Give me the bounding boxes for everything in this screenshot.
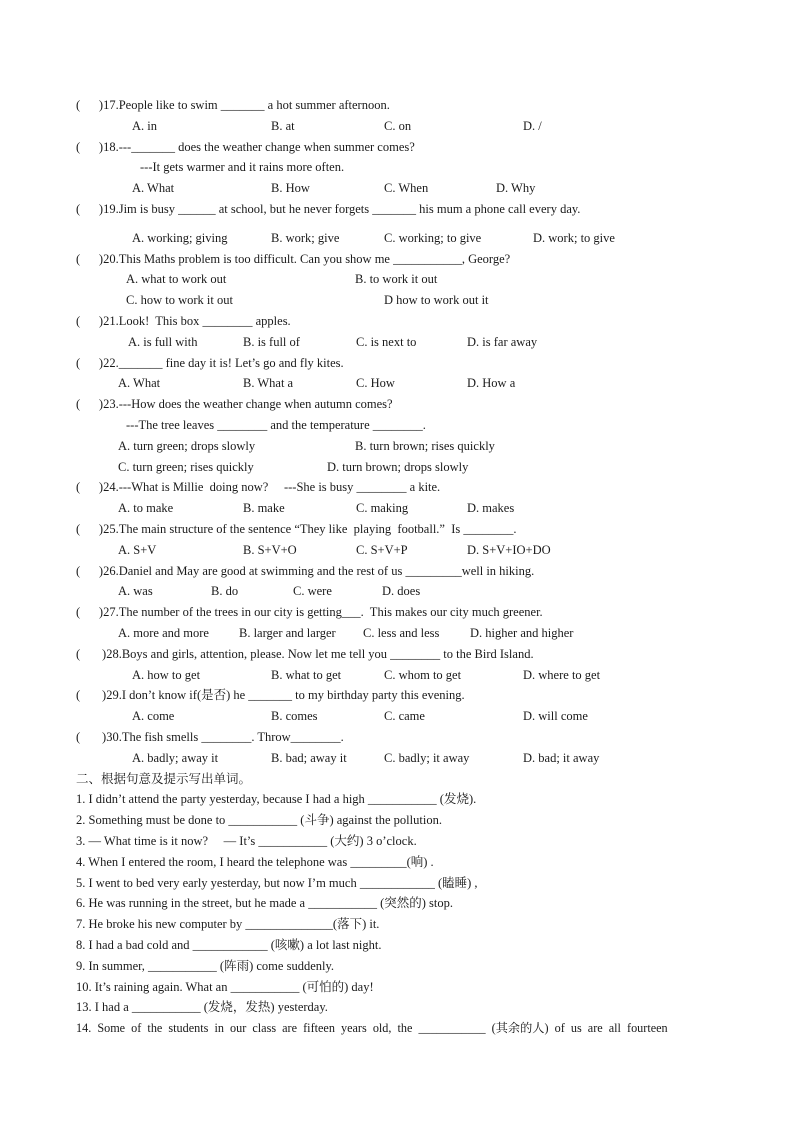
- question-text: ---What is Millie doing now? ---She is busy ________ a kite.: [118, 480, 441, 494]
- option-c: C. S+V+P: [356, 543, 408, 557]
- answer-paren[interactable]: ( ): [76, 98, 104, 112]
- option-c: C. less and less: [363, 626, 440, 640]
- fill-item: 6. He was running in the street, but he made a ___________ (突然的) stop.: [76, 896, 454, 910]
- option-b: B. what to get: [271, 668, 342, 682]
- option-c: C. When: [384, 181, 429, 195]
- option-d: D. turn brown; drops slowly: [327, 460, 469, 474]
- option-b: B. turn brown; rises quickly: [355, 439, 495, 453]
- option-b: B. work; give: [271, 231, 340, 245]
- option-a: A. turn green; drops slowly: [118, 439, 256, 453]
- answer-paren[interactable]: ( ): [76, 202, 104, 216]
- question-17: [76, 98, 390, 113]
- question-29: [76, 688, 465, 703]
- option-b: B. do: [211, 584, 239, 598]
- section-heading: 二、根据句意及提示写出单词。: [76, 771, 252, 786]
- option-d: D. does: [382, 584, 421, 598]
- option-d: D. Why: [496, 181, 536, 195]
- answer-paren[interactable]: ( ): [76, 730, 107, 744]
- question-28: [76, 647, 534, 662]
- option-a: A. is full with: [128, 335, 198, 349]
- option-c: C. making: [356, 501, 409, 515]
- question-number: 27.: [103, 605, 119, 619]
- question-30: [76, 730, 344, 745]
- fill-item: 13. I had a ___________ (发烧，发热) yesterday.: [76, 1000, 328, 1014]
- fill-item: 2. Something must be done to ___________ (斗争) against the pollution.: [76, 813, 442, 827]
- option-c: C. working; to give: [384, 231, 482, 245]
- option-d: D. /: [523, 119, 542, 133]
- option-b: B. to work it out: [355, 272, 438, 286]
- option-b: B. comes: [271, 709, 318, 723]
- question-number: 28.: [106, 647, 122, 661]
- option-b: B. at: [271, 119, 295, 133]
- question-text: This Maths problem is too difficult. Can you show me ___________, George?: [118, 252, 511, 266]
- question-25: [76, 522, 517, 537]
- answer-paren[interactable]: ( ): [76, 140, 104, 154]
- option-d: D. where to get: [523, 668, 601, 682]
- question-number: 26.: [103, 564, 119, 578]
- answer-paren[interactable]: ( ): [76, 480, 104, 494]
- answer-paren[interactable]: ( ): [76, 522, 104, 536]
- question-number: 25.: [103, 522, 119, 536]
- option-d: D. work; to give: [533, 231, 615, 245]
- option-a: A. to make: [118, 501, 174, 515]
- option-b: B. larger and larger: [239, 626, 336, 640]
- option-a: A. S+V: [118, 543, 157, 557]
- option-b: B. What a: [243, 376, 294, 390]
- option-c: C. turn green; rises quickly: [118, 460, 254, 474]
- question-number: 18.: [103, 140, 119, 154]
- question-text: Look! This box ________ apples.: [118, 314, 291, 328]
- option-b: B. How: [271, 181, 310, 195]
- question-22: [76, 356, 344, 371]
- option-d: D. bad; it away: [523, 751, 600, 765]
- question-text: ---How does the weather change when autumn comes?: [118, 397, 393, 411]
- question-text: ---_______ does the weather change when summer comes?: [118, 140, 415, 154]
- option-c: C. How: [356, 376, 395, 390]
- option-c: C. whom to get: [384, 668, 462, 682]
- question-23: [76, 397, 393, 412]
- option-c: C. were: [293, 584, 332, 598]
- fill-item: 5. I went to bed very early yesterday, but now I’m much ____________ (瞌睡) ,: [76, 876, 478, 890]
- option-a: A. how to get: [132, 668, 201, 682]
- answer-paren[interactable]: ( ): [76, 314, 104, 328]
- option-a: A. come: [132, 709, 175, 723]
- question-23-reply: ---The tree leaves ________ and the temperature ________.: [126, 418, 426, 432]
- question-19: [76, 202, 580, 217]
- question-21: [76, 314, 291, 329]
- option-c: C. badly; it away: [384, 751, 470, 765]
- fill-item: 4. When I entered the room, I heard the telephone was _________(响) .: [76, 855, 434, 869]
- question-27: [76, 605, 543, 620]
- answer-paren[interactable]: ( ): [76, 252, 104, 266]
- option-d: D. S+V+IO+DO: [467, 543, 551, 557]
- option-a: A. in: [132, 119, 157, 133]
- answer-paren[interactable]: ( ): [76, 605, 104, 619]
- question-text: The main structure of the sentence “They like playing football.” Is ________.: [118, 522, 517, 536]
- option-b: B. bad; away it: [271, 751, 347, 765]
- question-text: I don’t know if(是否) he _______ to my birthday party this evening.: [121, 688, 465, 702]
- question-number: 20.: [103, 252, 119, 266]
- option-a: A. more and more: [118, 626, 209, 640]
- question-18: [76, 140, 415, 155]
- answer-paren[interactable]: ( ): [76, 564, 104, 578]
- question-text: The fish smells ________. Throw________.: [121, 730, 344, 744]
- fill-item: 3. — What time is it now? — It’s ___________ (大约) 3 o’clock.: [76, 834, 417, 848]
- question-number: 30.: [106, 730, 122, 744]
- fill-item: 8. I had a bad cold and ____________ (咳嗽) a lot last night.: [76, 938, 382, 952]
- question-20: [76, 252, 510, 267]
- question-number: 21.: [103, 314, 119, 328]
- question-26: [76, 564, 534, 579]
- option-c: C. how to work it out: [126, 293, 233, 307]
- option-d: D. is far away: [467, 335, 538, 349]
- option-b: B. make: [243, 501, 285, 515]
- answer-paren[interactable]: ( ): [76, 397, 104, 411]
- question-number: 19.: [103, 202, 119, 216]
- question-24: [76, 480, 440, 495]
- question-text: Jim is busy ______ at school, but he never forgets _______ his mum a phone call every day.: [118, 202, 581, 216]
- question-number: 22.: [103, 356, 119, 370]
- option-a: A. What: [132, 181, 175, 195]
- fill-item: 7. He broke his new computer by ______________(落下) it.: [76, 917, 380, 931]
- option-c: C. is next to: [356, 335, 417, 349]
- option-d: D. will come: [523, 709, 588, 723]
- option-d: D. How a: [467, 376, 516, 390]
- answer-paren[interactable]: ( ): [76, 688, 107, 702]
- question-text: The number of the trees in our city is getting___. This makes our city much greener.: [118, 605, 543, 619]
- option-a: A. What: [118, 376, 161, 390]
- option-a: A. was: [118, 584, 153, 598]
- option-c: C. came: [384, 709, 425, 723]
- question-text: People like to swim _______ a hot summer afternoon.: [118, 98, 390, 112]
- fill-item: 14. Some of the students in our class are fifteen years old, the ___________ (其余的人) of us are all fourteen: [76, 1021, 668, 1035]
- option-b: B. is full of: [243, 335, 300, 349]
- option-b: B. S+V+O: [243, 543, 297, 557]
- question-number: 17.: [103, 98, 119, 112]
- option-d: D. makes: [467, 501, 515, 515]
- answer-paren[interactable]: ( ): [76, 647, 107, 661]
- fill-item: 9. In summer, ___________ (阵雨) come suddenly.: [76, 959, 335, 973]
- option-d: D how to work out it: [384, 293, 489, 307]
- question-18-reply: ---It gets warmer and it rains more often.: [140, 160, 345, 174]
- question-text: _______ fine day it is! Let’s go and fly kites.: [118, 356, 344, 370]
- fill-item: 1. I didn’t attend the party yesterday, because I had a high ___________ (发烧).: [76, 792, 477, 806]
- question-text: Daniel and May are good at swimming and the rest of us _________well in hiking.: [118, 564, 535, 578]
- option-c: C. on: [384, 119, 412, 133]
- question-number: 24.: [103, 480, 119, 494]
- option-a: A. what to work out: [126, 272, 227, 286]
- option-a: A. badly; away it: [132, 751, 219, 765]
- option-d: D. higher and higher: [470, 626, 574, 640]
- option-a: A. working; giving: [132, 231, 228, 245]
- question-text: Boys and girls, attention, please. Now let me tell you ________ to the Bird Island.: [121, 647, 534, 661]
- answer-paren[interactable]: ( ): [76, 356, 104, 370]
- question-number: 23.: [103, 397, 119, 411]
- question-number: 29.: [106, 688, 122, 702]
- fill-item: 10. It’s raining again. What an ___________ (可怕的) day!: [76, 980, 374, 994]
